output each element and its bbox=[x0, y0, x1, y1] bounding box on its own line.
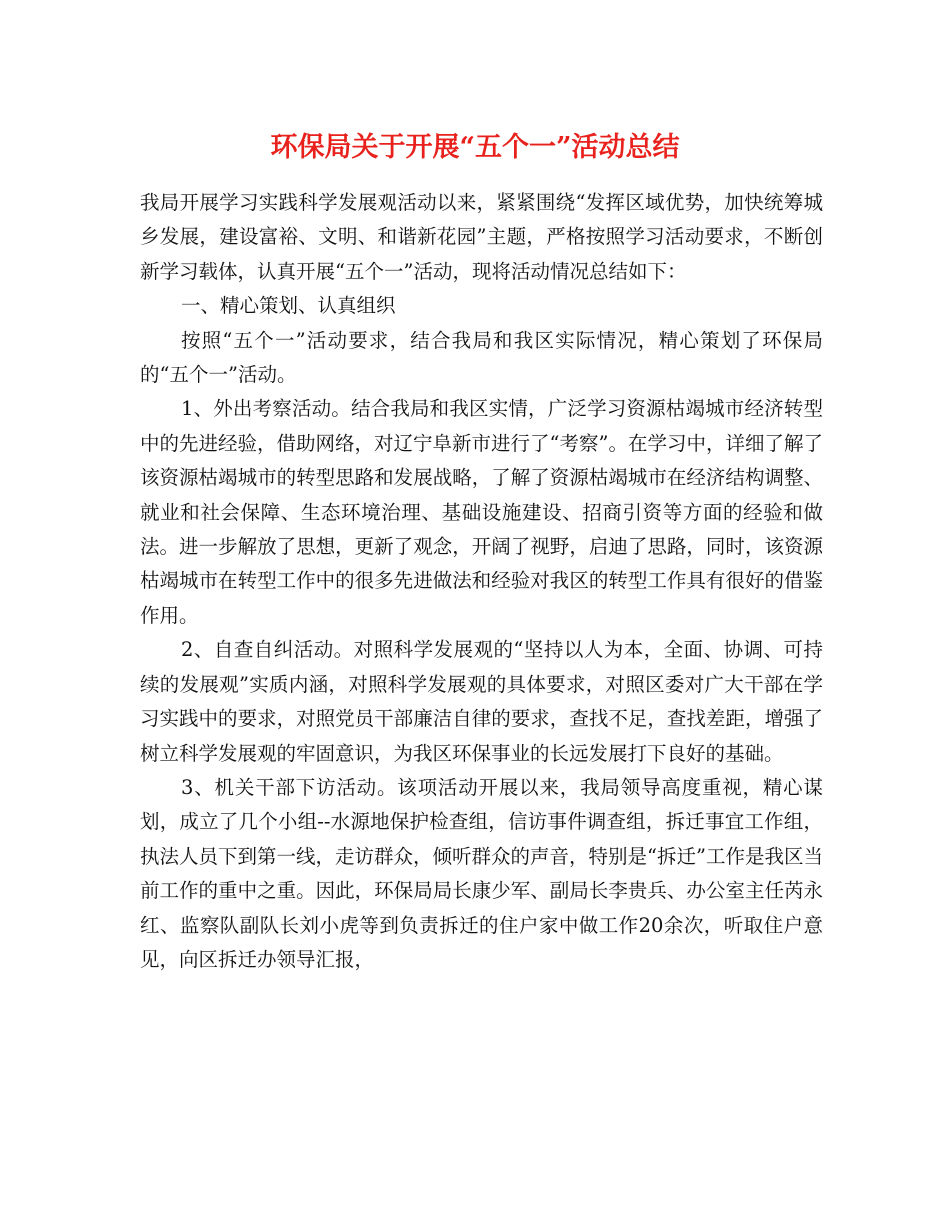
section-heading-1: 一、精心策划、认真组织 bbox=[181, 294, 396, 318]
item-paragraph-1: 1、外出考察活动。结合我局和我区实情，广泛学习资源枯竭城市经济转型中的先进经验，借助网络，对辽宁阜新市进行了“考察”。在学习中，详细了解了该资源枯竭城市的转型思路和发展战略，了解了资源枯竭城市在经济结构调整、就业和社会保障、生态环境治理、基础设施建设、招商引资等方面的经验和做法。进一步解放了思想，更新了观念，开阔了视野，启迪了思路，同时，该资源枯竭城市在转型工作中的很多先进做法和经验对我区的转型工作具有很好的借鉴作用。 bbox=[140, 397, 823, 627]
document-body bbox=[140, 186, 823, 977]
body-paragraph: 按照“五个一”活动要求，结合我局和我区实际情况，精心策划了环保局的“五个一”活动。 bbox=[140, 328, 823, 387]
document-title: 环保局关于开展“五个一”活动总结 bbox=[270, 132, 680, 163]
item-paragraph-3: 3、机关干部下访活动。该项活动开展以来，我局领导高度重视，精心谋划，成立了几个小组--水源地保护检查组，信访事件调查组，拆迁事宜工作组，执法人员下到第一线，走访群众，倾听群众的声音，特别是“拆迁”工作是我区当前工作的重中之重。因此，环保局局长康少军、副局长李贵兵、办公室主任芮永红、监察队副队长刘小虎等到负责拆迁的住户家中做工作20余次，听取住户意见，向区拆迁办领导汇报， bbox=[140, 775, 823, 971]
item-paragraph-2: 2、自查自纠活动。对照科学发展观的“坚持以人为本，全面、协调、可持续的发展观”实质内涵，对照科学发展观的具体要求，对照区委对广大干部在学习实践中的要求，对照党员干部廉洁自律的要求，查找不足，查找差距，增强了树立科学发展观的牢固意识，为我区环保事业的长远发展打下良好的基础。 bbox=[140, 638, 823, 765]
intro-paragraph: 我局开展学习实践科学发展观活动以来，紧紧围绕“发挥区域优势，加快统筹城乡发展，建设富裕、文明、和谐新花园”主题，严格按照学习活动要求，不断创新学习载体，认真开展“五个一”活动，现将活动情况总结如下： bbox=[140, 191, 823, 283]
